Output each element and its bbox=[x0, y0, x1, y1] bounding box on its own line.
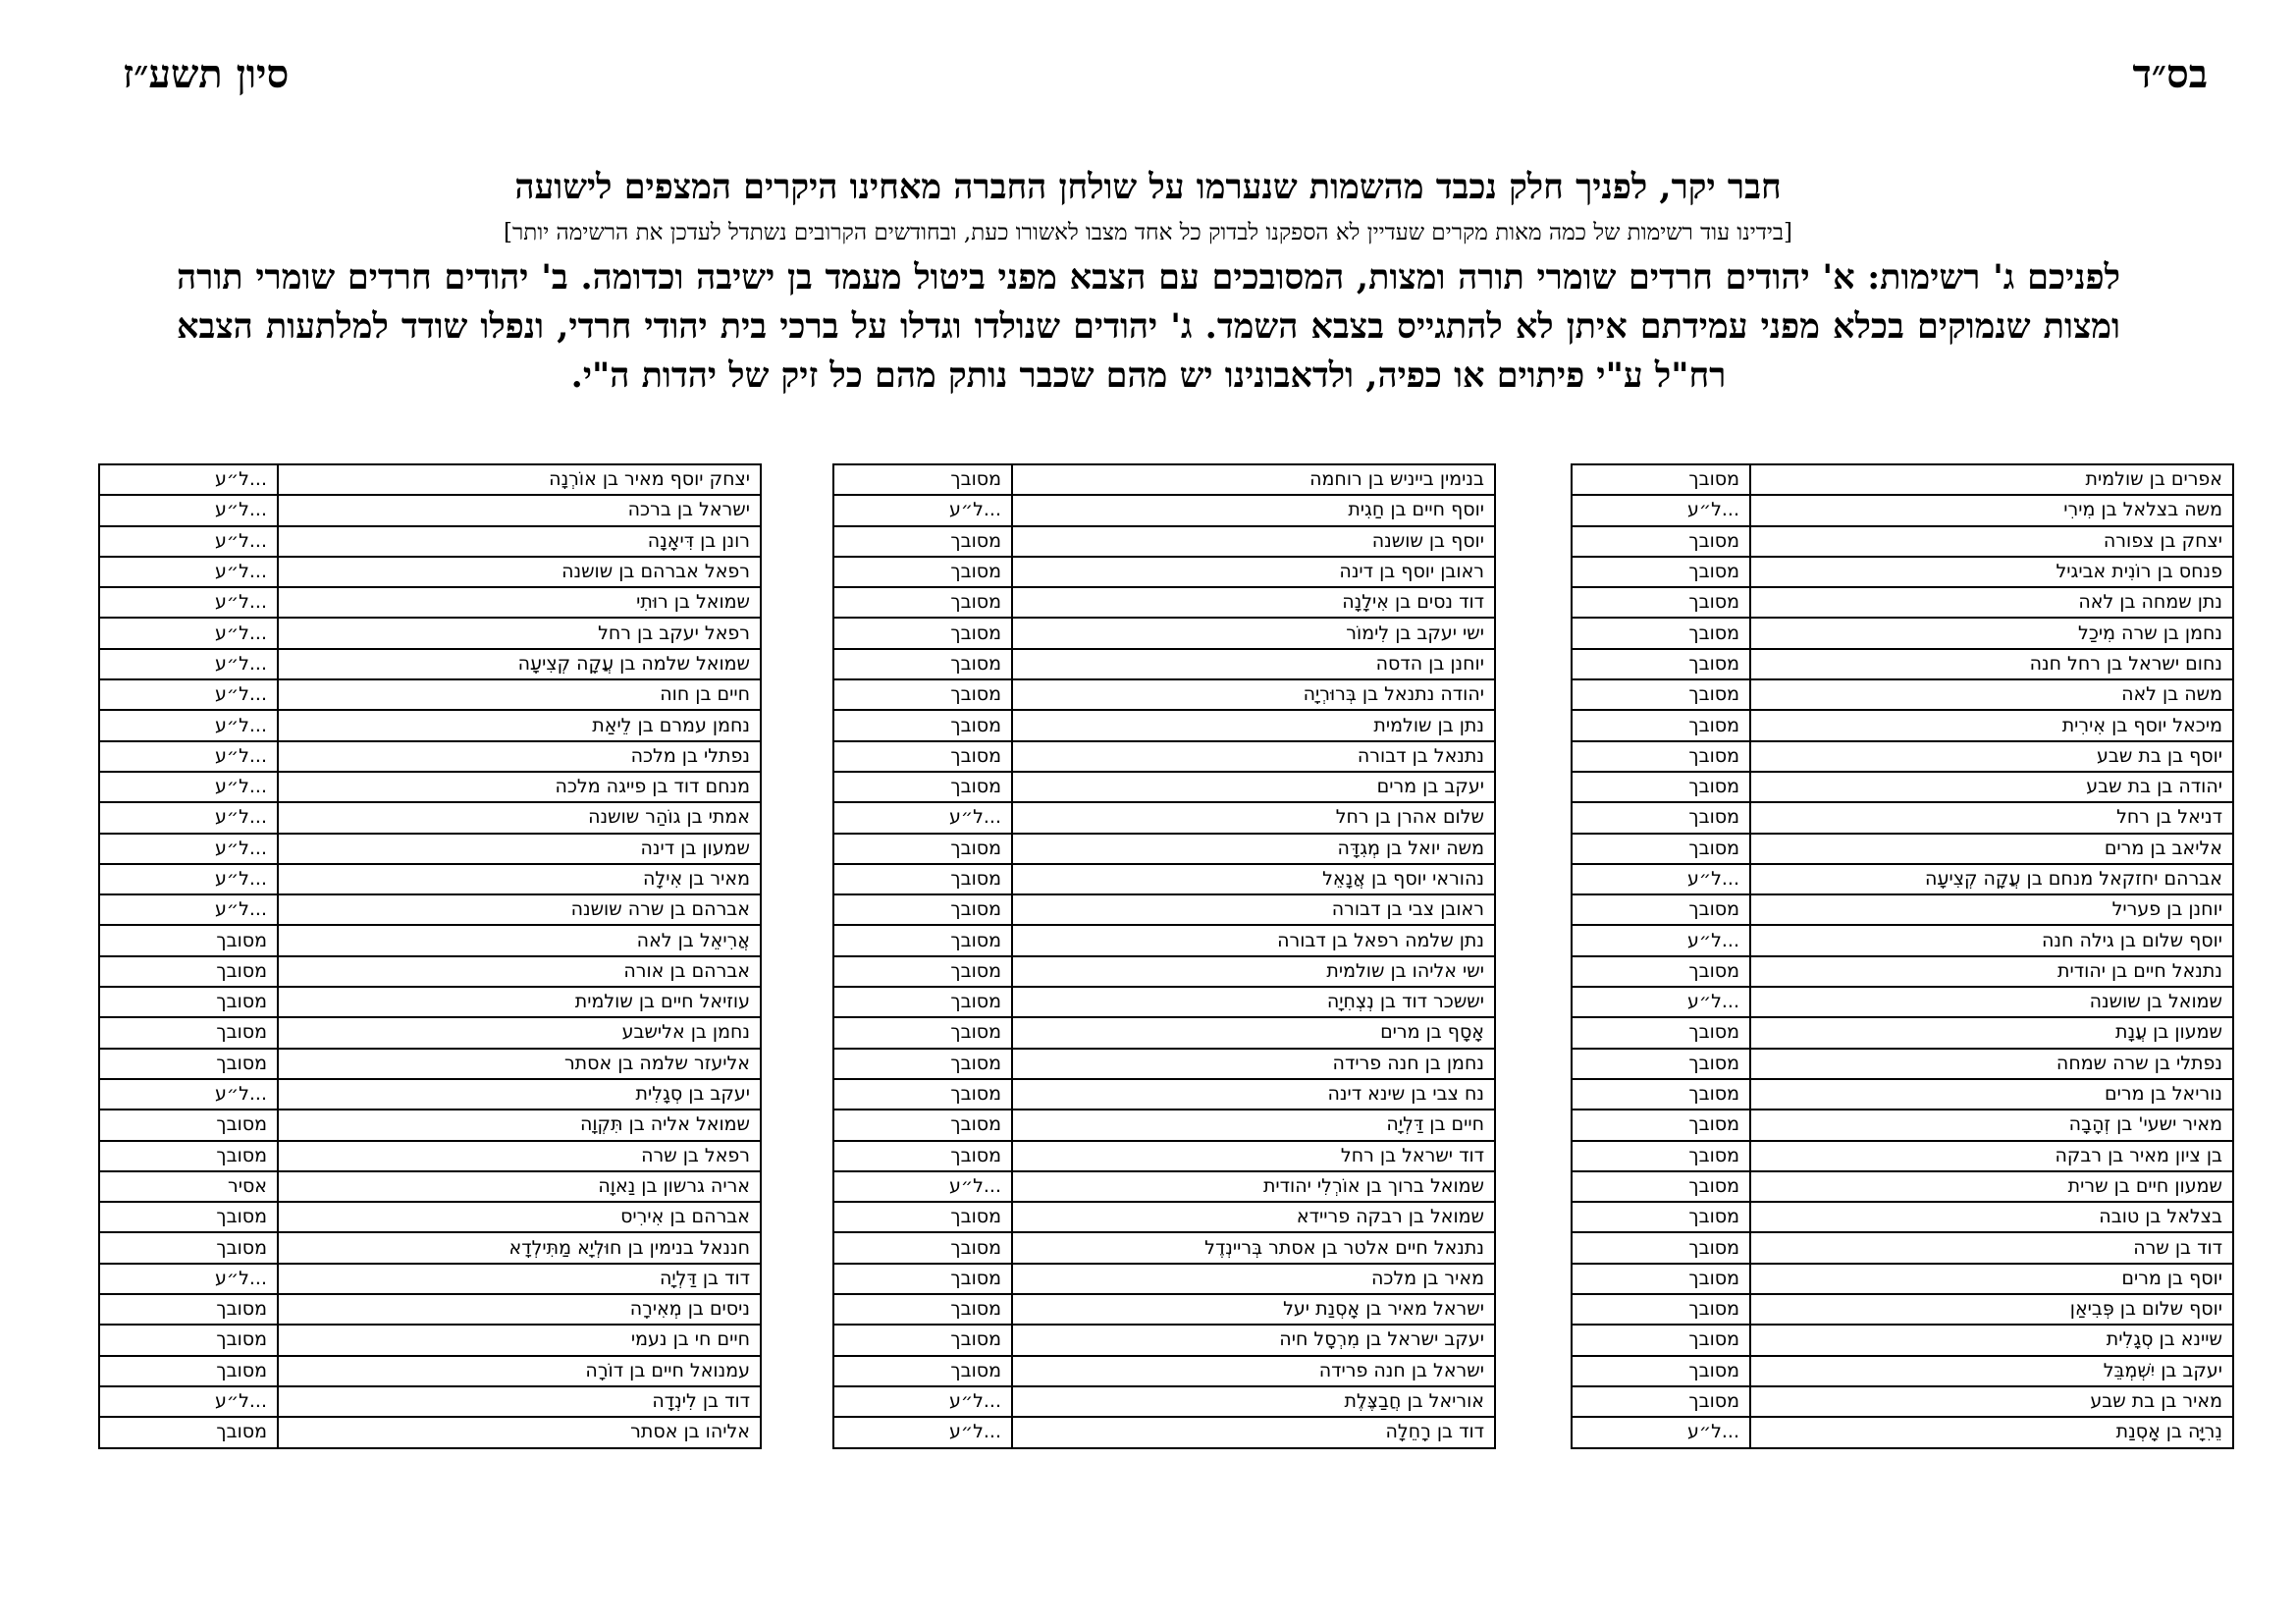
status-cell: ...ל״ע bbox=[99, 710, 278, 740]
subline-note: [בידינו עוד רשימות של כמה מאות מקרים שעדיין לא הספקנו לבדוק כל אחד מצבו לאשורו כעת, ובחודשים הקרובים נשתדל לעדכן את הרשימה יותר] bbox=[504, 220, 1792, 245]
person-name-cell: דוד נסים בן אִילָנָה bbox=[1012, 587, 1495, 618]
status-cell: מסובך bbox=[1572, 741, 1750, 772]
person-name-cell: ניסים בן מְאִירָה bbox=[278, 1294, 761, 1325]
table-row bbox=[833, 1356, 1495, 1386]
status-cell: ...ל״ע bbox=[99, 1264, 278, 1294]
status-cell: מסובך bbox=[99, 1141, 278, 1171]
status-cell: מסובך bbox=[1572, 587, 1750, 618]
person-name-cell: ישראל מאיר בן אָסְנַת יעל bbox=[1012, 1294, 1495, 1325]
status-cell: ...ל״ע bbox=[99, 1079, 278, 1110]
person-name-cell: נהוראי יוסף בן אֲנָאֵל bbox=[1012, 864, 1495, 894]
table-row bbox=[99, 649, 761, 679]
status-cell: ...ל״ע bbox=[99, 864, 278, 894]
table-row bbox=[1572, 1017, 2233, 1048]
table-row bbox=[1572, 864, 2233, 894]
status-cell: ...ל״ע bbox=[833, 1171, 1012, 1202]
person-name-cell: יעקב בן יִשְׁמְבֵּל bbox=[1750, 1356, 2233, 1386]
table-row bbox=[833, 464, 1495, 495]
person-name-cell: נתן שלמה רפאל בן דבורה bbox=[1012, 925, 1495, 955]
person-name-cell: שמעון בן עֲנָת bbox=[1750, 1017, 2233, 1048]
status-cell: מסובך bbox=[1572, 526, 1750, 557]
status-cell: מסובך bbox=[1572, 956, 1750, 987]
table-row bbox=[833, 1386, 1495, 1417]
bsd-mark: בס״ד bbox=[2132, 51, 2208, 97]
status-cell: מסובך bbox=[833, 618, 1012, 648]
person-name-cell: ראובן צבי בן דבורה bbox=[1012, 894, 1495, 925]
table-row bbox=[833, 495, 1495, 525]
person-name-cell: מיכאל יוסף בן אִירִית bbox=[1750, 710, 2233, 740]
person-name-cell: יצחק יוסף מאיר בן אוֹרְנָה bbox=[278, 464, 761, 495]
status-cell: מסובך bbox=[833, 1049, 1012, 1079]
person-name-cell: רפאל יעקב בן רחל bbox=[278, 618, 761, 648]
status-cell: מסובך bbox=[1572, 618, 1750, 648]
person-name-cell: ישי יעקב בן לִימוֹר bbox=[1012, 618, 1495, 648]
status-cell: ...ל״ע bbox=[1572, 925, 1750, 955]
table-row bbox=[1572, 710, 2233, 740]
table-row bbox=[833, 1110, 1495, 1140]
table-row bbox=[833, 557, 1495, 587]
person-name-cell: אברהם יחזקאל מנחם בן עֲקָה קְצִיעָה bbox=[1750, 864, 2233, 894]
table-row bbox=[1572, 772, 2233, 802]
status-cell: מסובך bbox=[833, 587, 1012, 618]
status-cell: מסובך bbox=[833, 710, 1012, 740]
person-name-cell: נתן בן שולמית bbox=[1012, 710, 1495, 740]
person-name-cell: אֲרִיאֵל בן לאה bbox=[278, 925, 761, 955]
person-name-cell: יעקב בן מרים bbox=[1012, 772, 1495, 802]
person-name-cell: חיים חי בן נעמי bbox=[278, 1325, 761, 1355]
status-cell: מסובך bbox=[833, 894, 1012, 925]
person-name-cell: שמואל שלמה בן עֲקָה קְצִיעָה bbox=[278, 649, 761, 679]
person-name-cell: אליאב בן מרים bbox=[1750, 834, 2233, 864]
table-row bbox=[833, 1141, 1495, 1171]
table-row bbox=[833, 1202, 1495, 1232]
person-name-cell: ישי אליהו בן שולמית bbox=[1012, 956, 1495, 987]
status-cell: מסובך bbox=[833, 834, 1012, 864]
table-row bbox=[1572, 741, 2233, 772]
status-cell: מסובך bbox=[1572, 1264, 1750, 1294]
status-cell: מסובך bbox=[833, 925, 1012, 955]
status-cell: ...ל״ע bbox=[99, 557, 278, 587]
table-row bbox=[99, 1141, 761, 1171]
table-row bbox=[833, 925, 1495, 955]
person-name-cell: יוסף שלום בן גילה חנה bbox=[1750, 925, 2233, 955]
table-row bbox=[1572, 1110, 2233, 1140]
status-cell: ...ל״ע bbox=[99, 772, 278, 802]
status-cell: מסובך bbox=[833, 864, 1012, 894]
table-row bbox=[1572, 526, 2233, 557]
table-row bbox=[1572, 1049, 2233, 1079]
person-name-cell: משה בן לאה bbox=[1750, 679, 2233, 710]
person-name-cell: אברהם בן אִירִיס bbox=[278, 1202, 761, 1232]
status-cell: מסובך bbox=[1572, 649, 1750, 679]
status-cell: מסובך bbox=[833, 772, 1012, 802]
table-row bbox=[833, 710, 1495, 740]
table-row bbox=[99, 956, 761, 987]
person-name-cell: נפתלי בן מלכה bbox=[278, 741, 761, 772]
table-row bbox=[99, 557, 761, 587]
table-row bbox=[1572, 802, 2233, 833]
table-row bbox=[833, 649, 1495, 679]
table-row bbox=[99, 679, 761, 710]
table-row bbox=[833, 802, 1495, 833]
status-cell: ...ל״ע bbox=[1572, 1417, 1750, 1447]
person-name-cell: רונן בן דִּיאָנָה bbox=[278, 526, 761, 557]
table-row bbox=[99, 925, 761, 955]
status-cell: מסובך bbox=[1572, 679, 1750, 710]
date-label: סיון תשע״ז bbox=[123, 51, 290, 97]
person-name-cell: ישראל בן ברכה bbox=[278, 495, 761, 525]
table-row bbox=[833, 526, 1495, 557]
person-name-cell: שמואל ברוך בן אוֹרְלִי יהודית bbox=[1012, 1171, 1495, 1202]
status-cell: ...ל״ע bbox=[99, 1386, 278, 1417]
status-cell: ...ל״ע bbox=[99, 802, 278, 833]
intro-paragraph: לפניכם ג' רשימות: א' יהודים חרדים שומרי תורה ומצות, המסובכים עם הצבא מפני ביטול מעמד בן ישיבה וכדומה. ב' יהודים חרדים שומרי תורה ומצות שנמוקים בכלא מפני עמידתם איתן לא להתגייס בצבא השמד. ג' יהודים שנולדו וגדלו על ברכי בית יהודי חרדי, ונפלו שודד למלתעות הצבא רח"ל ע"י פיתוים או כפיה, ולדאבונינו יש מהם שכבר נותק מהם כל זיק של יהדות ה"י. bbox=[177, 257, 2120, 396]
table-row bbox=[99, 741, 761, 772]
status-cell: ...ל״ע bbox=[99, 587, 278, 618]
person-name-cell: יוחנן בן פעריל bbox=[1750, 894, 2233, 925]
person-name-cell: נחמן עמרם בן לֵיאַת bbox=[278, 710, 761, 740]
table-row bbox=[833, 587, 1495, 618]
person-name-cell: חננאל בנימין בן חוּלְיָא מַתִּילְדָא bbox=[278, 1232, 761, 1263]
person-name-cell: דוד בן דַּלְיָה bbox=[278, 1264, 761, 1294]
person-name-cell: יוסף חיים בן חַגִית bbox=[1012, 495, 1495, 525]
status-cell: מסובך bbox=[1572, 1202, 1750, 1232]
person-name-cell: דוד בן רָחֵלָה bbox=[1012, 1417, 1495, 1447]
table-row bbox=[1572, 587, 2233, 618]
status-cell: מסובך bbox=[833, 1202, 1012, 1232]
table-row bbox=[99, 802, 761, 833]
status-cell: מסובך bbox=[99, 956, 278, 987]
status-cell: מסובך bbox=[99, 1017, 278, 1048]
table-row bbox=[99, 894, 761, 925]
status-cell: מסובך bbox=[1572, 1017, 1750, 1048]
table-row bbox=[99, 1202, 761, 1232]
table-row bbox=[1572, 1232, 2233, 1263]
status-cell: מסובך bbox=[833, 987, 1012, 1017]
status-cell: מסובך bbox=[99, 925, 278, 955]
status-cell: ...ל״ע bbox=[1572, 864, 1750, 894]
person-name-cell: מאיר בן בת שבע bbox=[1750, 1386, 2233, 1417]
person-name-cell: יצחק בן צפורה bbox=[1750, 526, 2233, 557]
table-row bbox=[99, 1171, 761, 1202]
names-table-left bbox=[98, 463, 762, 1449]
status-cell: מסובך bbox=[99, 1110, 278, 1140]
status-cell: מסובך bbox=[1572, 1079, 1750, 1110]
table-row bbox=[833, 834, 1495, 864]
table-row bbox=[1572, 834, 2233, 864]
person-name-cell: עוזיאל חיים בן שולמית bbox=[278, 987, 761, 1017]
status-cell: ...ל״ע bbox=[833, 1417, 1012, 1447]
status-cell: מסובך bbox=[833, 679, 1012, 710]
table-row bbox=[99, 618, 761, 648]
table-row bbox=[833, 1417, 1495, 1447]
table-row bbox=[1572, 1264, 2233, 1294]
person-name-cell: נתנאל חיים אלטר בן אסתר בְּריינְדֶל bbox=[1012, 1232, 1495, 1263]
person-name-cell: משה יואל בן מְגִדָּה bbox=[1012, 834, 1495, 864]
status-cell: מסובך bbox=[833, 557, 1012, 587]
table-row bbox=[99, 1264, 761, 1294]
person-name-cell: אברהם בן אורה bbox=[278, 956, 761, 987]
status-cell: ...ל״ע bbox=[833, 1386, 1012, 1417]
table-row bbox=[99, 710, 761, 740]
table-row bbox=[99, 1325, 761, 1355]
table-row bbox=[833, 1017, 1495, 1048]
person-name-cell: נתן שמחה בן לאה bbox=[1750, 587, 2233, 618]
table-row bbox=[99, 495, 761, 525]
person-name-cell: פנחס בן רוֹנִית אביגיל bbox=[1750, 557, 2233, 587]
person-name-cell: דוד בן שרה bbox=[1750, 1232, 2233, 1263]
table-row bbox=[99, 1079, 761, 1110]
status-cell: ...ל״ע bbox=[833, 495, 1012, 525]
status-cell: מסובך bbox=[833, 1325, 1012, 1355]
table-row bbox=[99, 864, 761, 894]
status-cell: מסובך bbox=[1572, 557, 1750, 587]
person-name-cell: דניאל בן רחל bbox=[1750, 802, 2233, 833]
status-cell: מסובך bbox=[833, 649, 1012, 679]
person-name-cell: יהודה בן בת שבע bbox=[1750, 772, 2233, 802]
names-table-right bbox=[1571, 463, 2234, 1449]
table-row bbox=[833, 1264, 1495, 1294]
person-name-cell: נחמן בן חנה פרידה bbox=[1012, 1049, 1495, 1079]
person-name-cell: בצלאל בן טובה bbox=[1750, 1202, 2233, 1232]
status-cell: מסובך bbox=[1572, 1294, 1750, 1325]
status-cell: מסובך bbox=[99, 1325, 278, 1355]
person-name-cell: דוד ישראל בן רחל bbox=[1012, 1141, 1495, 1171]
status-cell: מסובך bbox=[833, 1264, 1012, 1294]
status-cell: מסובך bbox=[1572, 1356, 1750, 1386]
person-name-cell: נֵרִיָּה בן אָסְנַת bbox=[1750, 1417, 2233, 1447]
person-name-cell: נח צבי בן שינא דינה bbox=[1012, 1079, 1495, 1110]
status-cell: מסובך bbox=[99, 1232, 278, 1263]
table-row bbox=[99, 1049, 761, 1079]
person-name-cell: שמואל בן רבקה פריידא bbox=[1012, 1202, 1495, 1232]
status-cell: מסובך bbox=[99, 1417, 278, 1447]
person-name-cell: נחמן בן אלישבע bbox=[278, 1017, 761, 1048]
table-row bbox=[833, 1232, 1495, 1263]
status-cell: מסובך bbox=[1572, 834, 1750, 864]
table-row bbox=[1572, 618, 2233, 648]
status-cell: ...ל״ע bbox=[99, 894, 278, 925]
table-row bbox=[833, 894, 1495, 925]
table-row bbox=[833, 956, 1495, 987]
status-cell: מסובך bbox=[1572, 894, 1750, 925]
person-name-cell: יוחנן בן הדסה bbox=[1012, 649, 1495, 679]
status-cell: מסובך bbox=[99, 987, 278, 1017]
table-row bbox=[833, 1294, 1495, 1325]
person-name-cell: שמעון חיים בן שרית bbox=[1750, 1171, 2233, 1202]
table-row bbox=[1572, 679, 2233, 710]
table-row bbox=[1572, 557, 2233, 587]
person-name-cell: ראובן יוסף בן דינה bbox=[1012, 557, 1495, 587]
status-cell: ...ל״ע bbox=[99, 618, 278, 648]
person-name-cell: משה בצלאל בן מִירִי bbox=[1750, 495, 2233, 525]
table-row bbox=[99, 587, 761, 618]
status-cell: מסובך bbox=[833, 1017, 1012, 1048]
person-name-cell: יוסף בן מרים bbox=[1750, 1264, 2233, 1294]
table-row bbox=[833, 618, 1495, 648]
table-row bbox=[99, 1386, 761, 1417]
status-cell: מסובך bbox=[833, 1110, 1012, 1140]
person-name-cell: שיינא בן סְגָלִית bbox=[1750, 1325, 2233, 1355]
table-row bbox=[1572, 1386, 2233, 1417]
table-row bbox=[1572, 894, 2233, 925]
headline: חבר יקר, לפניך חלק נכבד מהשמות שנערמו על שולחן החברה מאחינו היקרים המצפים לישועה bbox=[514, 167, 1782, 207]
status-cell: מסובך bbox=[833, 526, 1012, 557]
person-name-cell: נחום ישראל בן רחל חנה bbox=[1750, 649, 2233, 679]
table-row bbox=[1572, 956, 2233, 987]
person-name-cell: מאיר בן אִילָה bbox=[278, 864, 761, 894]
person-name-cell: שמעון בן דינה bbox=[278, 834, 761, 864]
table-row bbox=[833, 1171, 1495, 1202]
status-cell: מסובך bbox=[833, 1232, 1012, 1263]
person-name-cell: יוסף שלום בן פְּבִיאַן bbox=[1750, 1294, 2233, 1325]
table-row bbox=[1572, 1325, 2233, 1355]
table-row bbox=[99, 1294, 761, 1325]
table-row bbox=[1572, 987, 2233, 1017]
status-cell: מסובך bbox=[833, 1079, 1012, 1110]
names-table-middle bbox=[832, 463, 1496, 1449]
person-name-cell: דוד בן לִינְדָה bbox=[278, 1386, 761, 1417]
person-name-cell: שמואל בן רוּתִי bbox=[278, 587, 761, 618]
person-name-cell: מאיר ישעי' בן זְהָבָה bbox=[1750, 1110, 2233, 1140]
status-cell: מסובך bbox=[1572, 464, 1750, 495]
person-name-cell: רפאל אברהם בן שושנה bbox=[278, 557, 761, 587]
person-name-cell: אוריאל בן חֲבַצֶּלֶת bbox=[1012, 1386, 1495, 1417]
table-row bbox=[99, 987, 761, 1017]
status-cell: מסובך bbox=[1572, 802, 1750, 833]
person-name-cell: חיים בן חוה bbox=[278, 679, 761, 710]
table-row bbox=[1572, 1356, 2233, 1386]
status-cell: מסובך bbox=[1572, 710, 1750, 740]
status-cell: מסובך bbox=[833, 741, 1012, 772]
status-cell: מסובך bbox=[1572, 1232, 1750, 1263]
table-row bbox=[833, 679, 1495, 710]
status-cell: מסובך bbox=[99, 1202, 278, 1232]
table-row bbox=[1572, 925, 2233, 955]
person-name-cell: נחמן בן שרה מִיכַל bbox=[1750, 618, 2233, 648]
person-name-cell: נתנאל בן דבורה bbox=[1012, 741, 1495, 772]
person-name-cell: אליהו בן אסתר bbox=[278, 1417, 761, 1447]
status-cell: מסובך bbox=[1572, 1141, 1750, 1171]
person-name-cell: יששכר דוד בן נְצְחִיָה bbox=[1012, 987, 1495, 1017]
person-name-cell: שמואל בן שושנה bbox=[1750, 987, 2233, 1017]
status-cell: מסובך bbox=[1572, 772, 1750, 802]
status-cell: מסובך bbox=[99, 1356, 278, 1386]
person-name-cell: בנימין בייניש בן רוחמה bbox=[1012, 464, 1495, 495]
table-row bbox=[1572, 1079, 2233, 1110]
person-name-cell: יהודה נתנאל בן בְּרוּרְיָה bbox=[1012, 679, 1495, 710]
status-cell: ...ל״ע bbox=[99, 679, 278, 710]
person-name-cell: נתנאל חיים בן יהודית bbox=[1750, 956, 2233, 987]
status-cell: אסיר bbox=[99, 1171, 278, 1202]
status-cell: ...ל״ע bbox=[833, 802, 1012, 833]
table-row bbox=[99, 1417, 761, 1447]
status-cell: ...ל״ע bbox=[1572, 495, 1750, 525]
table-row bbox=[99, 1356, 761, 1386]
person-name-cell: רפאל בן שרה bbox=[278, 1141, 761, 1171]
table-row bbox=[99, 1232, 761, 1263]
status-cell: מסובך bbox=[99, 1294, 278, 1325]
status-cell: מסובך bbox=[833, 1356, 1012, 1386]
person-name-cell: בן ציון מאיר בן רבקה bbox=[1750, 1141, 2233, 1171]
person-name-cell: שלום אהרן בן רחל bbox=[1012, 802, 1495, 833]
person-name-cell: אפרים בן שולמית bbox=[1750, 464, 2233, 495]
status-cell: ...ל״ע bbox=[1572, 987, 1750, 1017]
person-name-cell: נוריאל בן מרים bbox=[1750, 1079, 2233, 1110]
person-name-cell: מנחם דוד בן פייגה מלכה bbox=[278, 772, 761, 802]
status-cell: ...ל״ע bbox=[99, 834, 278, 864]
status-cell: מסובך bbox=[99, 1049, 278, 1079]
status-cell: ...ל״ע bbox=[99, 464, 278, 495]
table-row bbox=[1572, 1294, 2233, 1325]
person-name-cell: ישראל בן חנה פרידה bbox=[1012, 1356, 1495, 1386]
table-row bbox=[833, 987, 1495, 1017]
table-row bbox=[1572, 495, 2233, 525]
table-row bbox=[1572, 649, 2233, 679]
person-name-cell: אברהם בן שרה שושנה bbox=[278, 894, 761, 925]
table-row bbox=[99, 1110, 761, 1140]
status-cell: מסובך bbox=[833, 464, 1012, 495]
table-row bbox=[99, 834, 761, 864]
status-cell: מסובך bbox=[1572, 1049, 1750, 1079]
status-cell: מסובך bbox=[1572, 1325, 1750, 1355]
person-name-cell: יוסף בן שושנה bbox=[1012, 526, 1495, 557]
person-name-cell: יעקב ישראל בן מִרְסָל חיה bbox=[1012, 1325, 1495, 1355]
table-row bbox=[833, 1325, 1495, 1355]
table-row bbox=[1572, 1171, 2233, 1202]
person-name-cell: אמתי בן גוֹהַר שושנה bbox=[278, 802, 761, 833]
status-cell: מסובך bbox=[1572, 1171, 1750, 1202]
status-cell: מסובך bbox=[833, 956, 1012, 987]
person-name-cell: אליעזר שלמה בן אסתר bbox=[278, 1049, 761, 1079]
table-row bbox=[1572, 1202, 2233, 1232]
table-row bbox=[833, 864, 1495, 894]
table-row bbox=[99, 526, 761, 557]
table-row bbox=[833, 741, 1495, 772]
status-cell: מסובך bbox=[1572, 1386, 1750, 1417]
status-cell: מסובך bbox=[833, 1141, 1012, 1171]
table-row bbox=[833, 772, 1495, 802]
person-name-cell: יוסף בן בת שבע bbox=[1750, 741, 2233, 772]
status-cell: ...ל״ע bbox=[99, 741, 278, 772]
status-cell: מסובך bbox=[833, 1294, 1012, 1325]
status-cell: מסובך bbox=[1572, 1110, 1750, 1140]
status-cell: ...ל״ע bbox=[99, 649, 278, 679]
person-name-cell: נפתלי בן שרה שמחה bbox=[1750, 1049, 2233, 1079]
table-row bbox=[833, 1079, 1495, 1110]
status-cell: ...ל״ע bbox=[99, 526, 278, 557]
table-row bbox=[99, 1017, 761, 1048]
table-row bbox=[99, 464, 761, 495]
table-row bbox=[99, 772, 761, 802]
status-cell: ...ל״ע bbox=[99, 495, 278, 525]
person-name-cell: אריה גרשון בן נַאוָה bbox=[278, 1171, 761, 1202]
person-name-cell: יעקב בן סְגָלִית bbox=[278, 1079, 761, 1110]
table-row bbox=[1572, 464, 2233, 495]
person-name-cell: אָסָף בן מרים bbox=[1012, 1017, 1495, 1048]
person-name-cell: חיים בן דַּלְיָה bbox=[1012, 1110, 1495, 1140]
table-row bbox=[1572, 1141, 2233, 1171]
person-name-cell: עמנואל חיים בן דוֹרָה bbox=[278, 1356, 761, 1386]
table-row bbox=[1572, 1417, 2233, 1447]
table-row bbox=[833, 1049, 1495, 1079]
person-name-cell: שמואל אליה בן תִּקְוָה bbox=[278, 1110, 761, 1140]
person-name-cell: מאיר בן מלכה bbox=[1012, 1264, 1495, 1294]
